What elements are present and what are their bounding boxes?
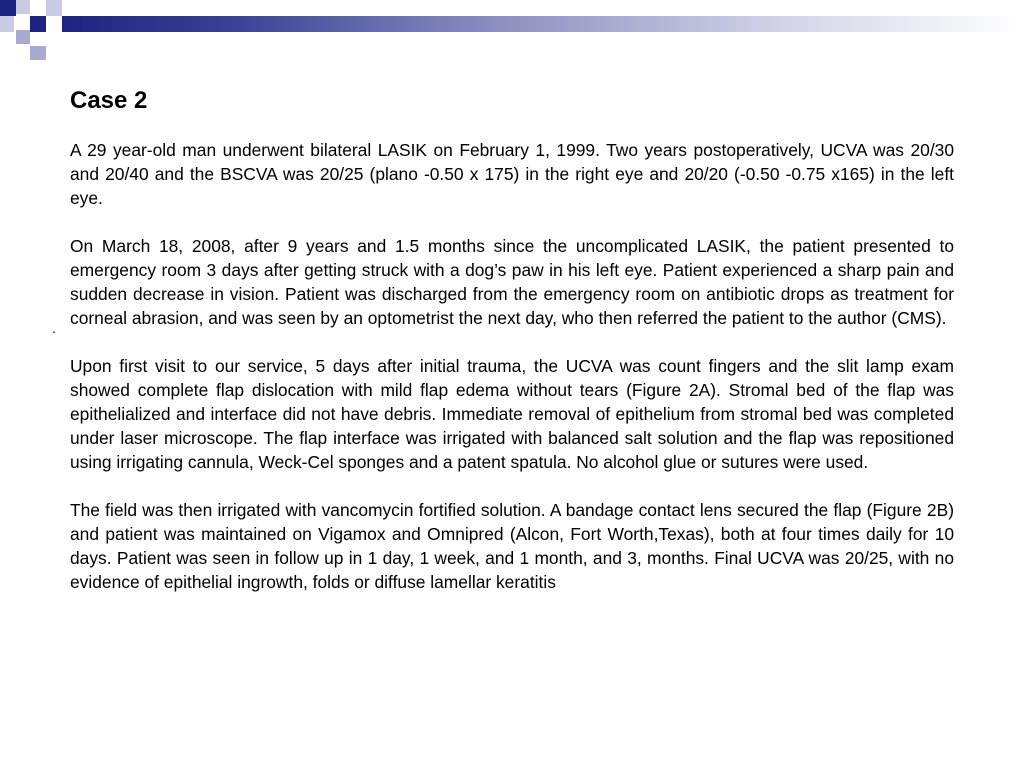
decor-square-purple-bottom: [30, 46, 46, 60]
header-gradient-bar: [62, 16, 1024, 32]
decor-square-light-left: [0, 16, 14, 32]
stray-dot-mark: .: [52, 320, 56, 336]
paragraph-treatment: Upon first visit to our service, 5 days after initial trauma, the UCVA was count fingers and the slit lamp exam showed complete flap dislocation with mild flap edema without tears (Figure 2A). Stromal bed of the flap was epithelialized and interface did not have debris. Immediate removal of epithelium from stromal bed was completed under laser microscope. The flap interface was irrigated with balanced salt solution and the flap was repositioned using irrigating cannula, Weck-Cel sponges and a patent spatula. No alcohol glue or sutures were used.: [70, 356, 954, 472]
slide-title: Case 2: [70, 87, 148, 114]
decor-square-navy-center: [30, 16, 46, 32]
decor-square-light-top-2: [46, 0, 62, 16]
slide-body: [70, 138, 954, 618]
header-decoration: [0, 0, 1024, 70]
paragraph-followup: The field was then irrigated with vancomycin fortified solution. A bandage contact lens secured the flap (Figure 2B) and patient was maintained on Vigamox and Omnipred (Alcon, Fort Worth,Texas), both at four times daily for 10 days. Patient was seen in follow up in 1 day, 1 week, and 1 month, and 3, months. Final UCVA was 20/25, with no evidence of epithelial ingrowth, folds or diffuse lamellar keratitis: [70, 500, 954, 592]
paragraph-history: A 29 year-old man underwent bilateral LASIK on February 1, 1999. Two years postoperatively, UCVA was 20/30 and 20/40 and the BSCVA was 20/25 (plano -0.50 x 175) in the right eye and 20/20 (-0.50 -0.75 x165) in the left eye.: [70, 140, 954, 208]
paragraph-injury: On March 18, 2008, after 9 years and 1.5 months since the uncomplicated LASIK, the patient presented to emergency room 3 days after getting struck with a dog’s paw in his left eye. Patient experienced a sharp pain and sudden decrease in vision. Patient was discharged from the emergency room on antibiotic drops as treatment for corneal abrasion, and was seen by an optometrist the next day, who then referred the patient to the author (CMS).: [70, 236, 954, 328]
decor-square-navy-top: [0, 0, 16, 16]
decor-square-light-top: [16, 0, 30, 14]
decor-square-purple-center: [16, 30, 30, 44]
